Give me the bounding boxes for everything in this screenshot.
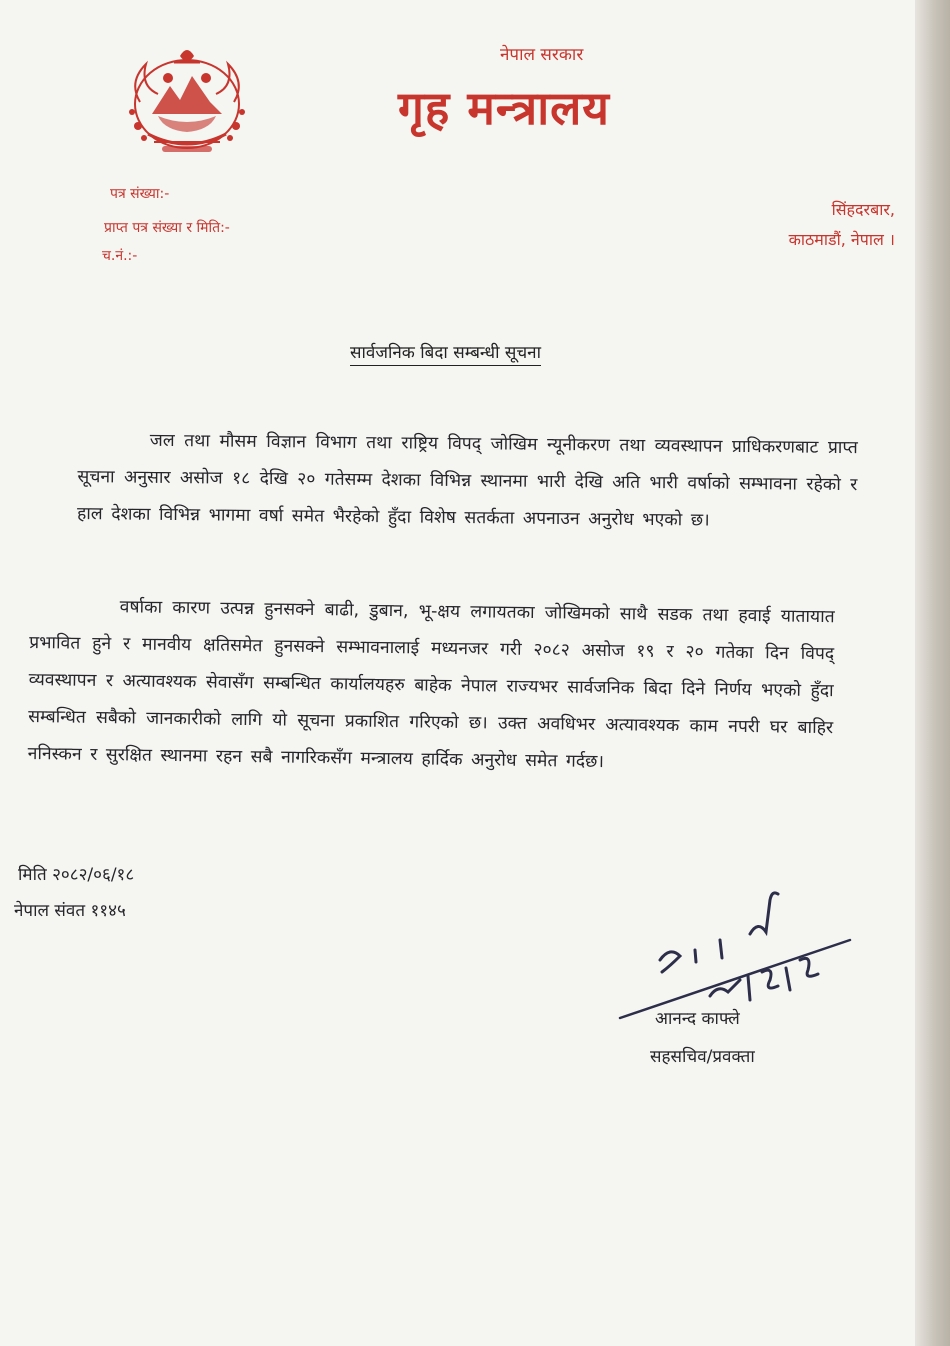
address-line-2: काठमाडौं, नेपाल । xyxy=(788,230,895,249)
signer-designation: सहसचिव/प्रवक्ता xyxy=(650,1047,755,1067)
notice-date: मिति २०८२/०६/१८ xyxy=(18,865,135,885)
dispatch-number-label: च.नं.:- xyxy=(102,248,138,264)
page-edge-shadow xyxy=(915,0,950,1346)
address-line-1: सिंहदरबार, xyxy=(831,200,895,219)
notice-paragraph-2: वर्षाका कारण उत्पन्न हुनसक्ने बाढी, डुबान, भू-क्षय लगायतका जोखिमको साथै सडक तथा हवाई यातायात प्रभावित हुने र मानवीय क्षतिसमेत हुनसक्ने सम्भावनालाई मध्यनजर गरी २०८२ असोज १९ र २० गतेका दिन विपद् व्यवस्थापन र अत्यावश्यक सेवासँग सम्बन्धित कार्यालयहरु बाहेक नेपाल राज्यभर सार्वजनिक बिदा दिने निर्णय भएको हुँदा सम्बन्धित सबैको जानकारीको लागि यो सूचना प्रकाशित गरिएको छ। उक्त अवधिभर अत्यावश्यक काम नपरी घर बाहिर ननिस्कन र सुरक्षित स्थानमा रहन सबै नागरिकसँग मन्त्रालय हार्दिक अनुरोध समेत गर्दछ। xyxy=(27,597,835,773)
received-letter-label: प्राप्त पत्र संख्या र मिति:- xyxy=(104,220,230,236)
nepal-samvat-date: नेपाल संवत ११४५ xyxy=(14,901,126,921)
ministry-name: गृह मन्त्रालय xyxy=(398,81,610,135)
government-title: नेपाल सरकार xyxy=(500,45,584,65)
nepal-government-emblem-icon xyxy=(118,42,256,160)
notice-subject: सार्वजनिक बिदा सम्बन्धी सूचना xyxy=(350,340,541,366)
notice-paragraph-1: जल तथा मौसम विज्ञान विभाग तथा राष्ट्रिय विपद् जोखिम न्यूनीकरण तथा व्यवस्थापन प्राधिकरणबाट प्राप्त सूचना अनुसार असोज १८ देखि २० गतेसम्म देशका विभिन्न स्थानमा भारी देखि अति भारी वर्षाको सम्भावना रहेको र हाल देशका विभिन्न भागमा वर्षा समेत भैरहेको हुँदा विशेष सतर्कता अपनाउन अनुरोध भएको छ। xyxy=(76,430,858,531)
letter-number-label: पत्र संख्या:- xyxy=(110,186,170,202)
signer-name: आनन्द काफ्ले xyxy=(655,1009,740,1029)
